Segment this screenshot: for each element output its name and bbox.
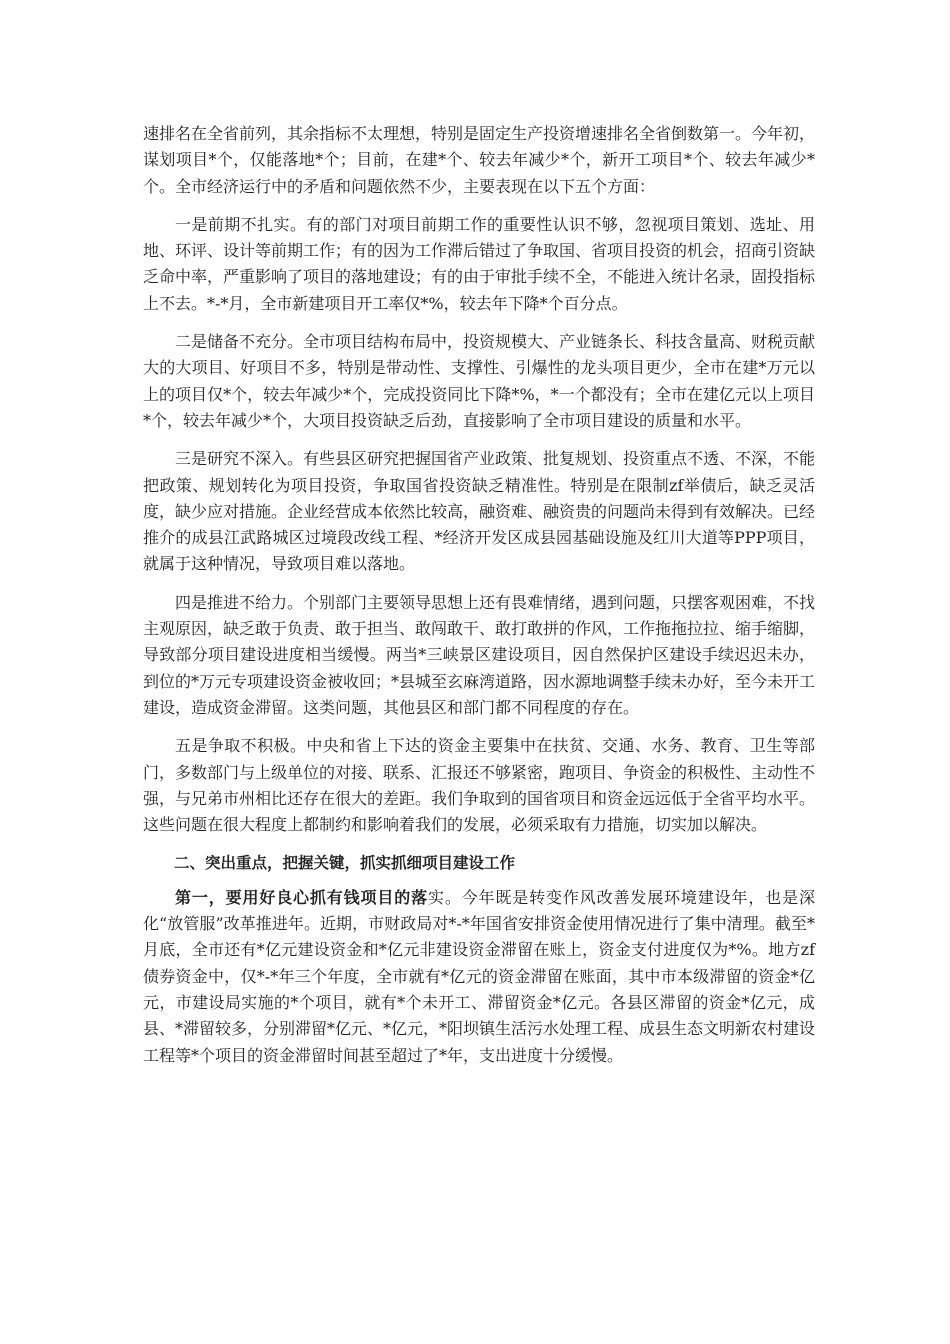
section-heading: 二、突出重点，把握关键，抓实抓细项目建设工作 [174,854,516,873]
paragraph-point-five: 五是争取不积极。中央和省上下达的资金主要集中在扶贫、交通、水务、教育、卫生等部门，多数部门与上级单位的对接、联系、汇报还不够紧密，跑项目、争资金的积极性、主动性不强，与兄弟市州相比还存在很大的差距。我们争取到的国省项目和资金远远低于全省平均水平。这些问题在很大程度上都制约和影响着我们的发展，必须采取有力措施，切实加以解决。 [143,736,816,835]
paragraph-intro-continuation: 速排名在全省前列，其余指标不太理想，特别是固定生产投资增速排名全省倒数第一。今年初，谋划项目*个，仅能落地*个；目前，在建*个、较去年减少*个，新开工项目*个、较去年减少*个。全市经济运行中的矛盾和问题依然不少，主要表现在以下五个方面： [143,124,816,196]
paragraph-point-one: 一是前期不扎实。有的部门对项目前期工作的重要性认识不够，忽视项目策划、选址、用地、环评、设计等前期工作；有的因为工作滞后错过了争取国、省项目投资的机会，招商引资缺乏命中率，严重影响了项目的落地建设；有的由于审批手续不全，不能进入统计名录，固投指标上不去。*-*月，全市新建项目开工率仅*%，较去年下降*个百分点。 [143,214,816,313]
document-page [143,121,815,1081]
paragraph-first-item [143,885,815,1069]
paragraph-lead-phrase: 第一，要用好良心抓有钱项目的落 [175,887,428,907]
paragraph-point-three: 三是研究不深入。有些县区研究把握国省产业政策、批复规划、投资重点不透、不深，不能把政策、规划转化为项目投资，争取国省投资缺乏精准性。特别是在限制zf举债后，缺乏灵活度，缺少应对措施。企业经营成本依然比较高，融资难、融资贵的问题尚未得到有效解决。已经推介的成县江武路城区过境段改线工程、*经济开发区成县园基础设施及红川大道等PPP项目，就属于这种情况，导致项目难以落地。 [143,449,816,574]
paragraph-point-four: 四是推进不给力。个别部门主要领导思想上还有畏难情绪，遇到问题，只摆客观困难，不找主观原因，缺乏敢于负责、敢于担当、敢闯敢干、敢打敢拼的作风，工作拖拖拉拉、缩手缩脚，导致部分项目建设进度相当缓慢。两当*三峡景区建设项目，因自然保护区建设手续迟迟未办，到位的*万元专项建设资金被收回；*县城至玄麻湾道路，因水源地调整手续未办好，至今未开工建设，造成资金滞留。这类问题，其他县区和部门都不同程度的存在。 [143,592,816,717]
paragraph-point-two: 二是储备不充分。全市项目结构布局中，投资规模大、产业链条长、科技含量高、财税贡献大的大项目、好项目不多，特别是带动性、支撑性、引爆性的龙头项目更少，全市在建*万元以上的项目仅*个，较去年减少*个，完成投资同比下降*%，*一个都没有；全市在建亿元以上项目*个，较去年减少*个，大项目投资缺乏后劲，直接影响了全市项目建设的质量和水平。 [143,332,816,430]
paragraph-body: 实。今年既是转变作风改善发展环境建设年，也是深化“放管服”改革推进年。近期，市财政局对*-*年国省安排资金使用情况进行了集中清理。截至*月底，全市还有*亿元建设资金和*亿元非建设资金滞留在账上，资金支付进度仅为*%。地方zf债券资金中，仅*-*年三个年度，全市就有*亿元的资金滞留在账面，其中市本级滞留的资金*亿元，市建设局实施的*个项目，就有*个未开工、滞留资金*亿元。各县区滞留的资金*亿元，成县、*滞留较多，分别滞留*亿元、*亿元，*阳坝镇生活污水处理工程、成县生态文明新农村建设工程等*个项目的资金滞留时间甚至超过了*年，支出进度十分缓慢。 [143,887,816,1065]
